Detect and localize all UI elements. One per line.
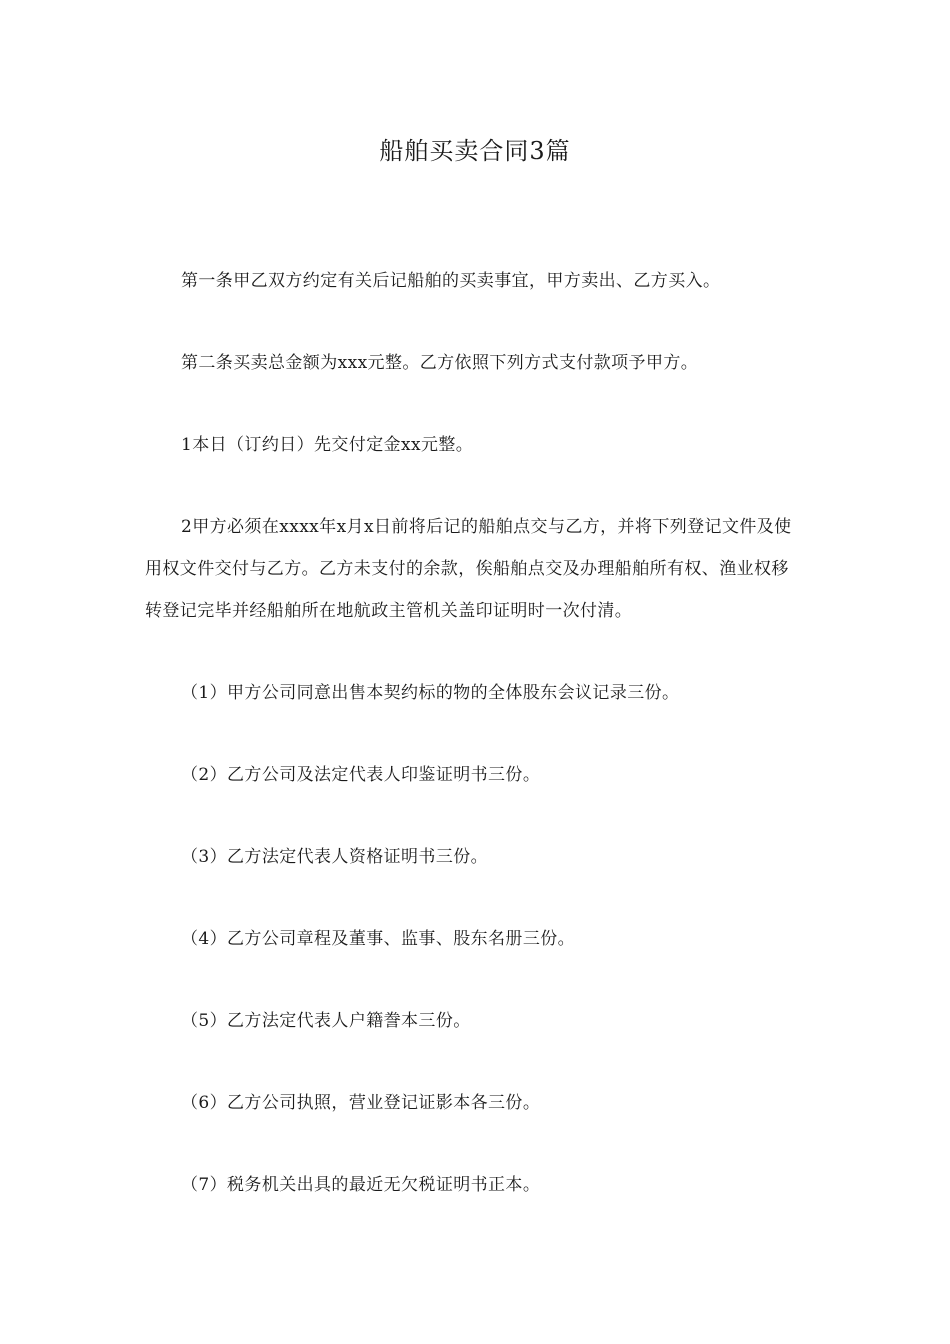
document-body [145, 260, 805, 1206]
list-item-document-5: （5）乙方法定代表人户籍誊本三份。 [181, 1011, 471, 1031]
list-item-document-6: （6）乙方公司执照，营业登记证影本各三份。 [181, 1093, 541, 1113]
list-item-document-3: （3）乙方法定代表人资格证明书三份。 [181, 847, 489, 867]
paragraph-item-2: 2甲方必须在xxxx年x月x日前将后记的船舶点交与乙方，并将下列登记文件及使用权文件交付与乙方。乙方未支付的余款，俟船舶点交及办理船舶所有权、渔业权移转登记完毕并经船舶所在地航政主管机关盖印证明时一次付清。 [145, 517, 792, 621]
paragraph-article-1: 第一条甲乙双方约定有关后记船舶的买卖事宜，甲方卖出、乙方买入。 [181, 271, 721, 291]
document-title: 船舶买卖合同3篇 [379, 137, 571, 165]
list-item-document-7: （7）税务机关出具的最近无欠税证明书正本。 [181, 1175, 541, 1195]
list-item-document-4: （4）乙方公司章程及董事、监事、股东名册三份。 [181, 929, 576, 949]
paragraph-article-2: 第二条买卖总金额为xxx元整。乙方依照下列方式支付款项予甲方。 [181, 353, 699, 373]
list-item-document-2: （2）乙方公司及法定代表人印鉴证明书三份。 [181, 765, 541, 785]
paragraph-item-1: 1本日（订约日）先交付定金xx元整。 [181, 435, 474, 455]
list-item-document-1: （1）甲方公司同意出售本契约标的物的全体股东会议记录三份。 [181, 683, 680, 703]
